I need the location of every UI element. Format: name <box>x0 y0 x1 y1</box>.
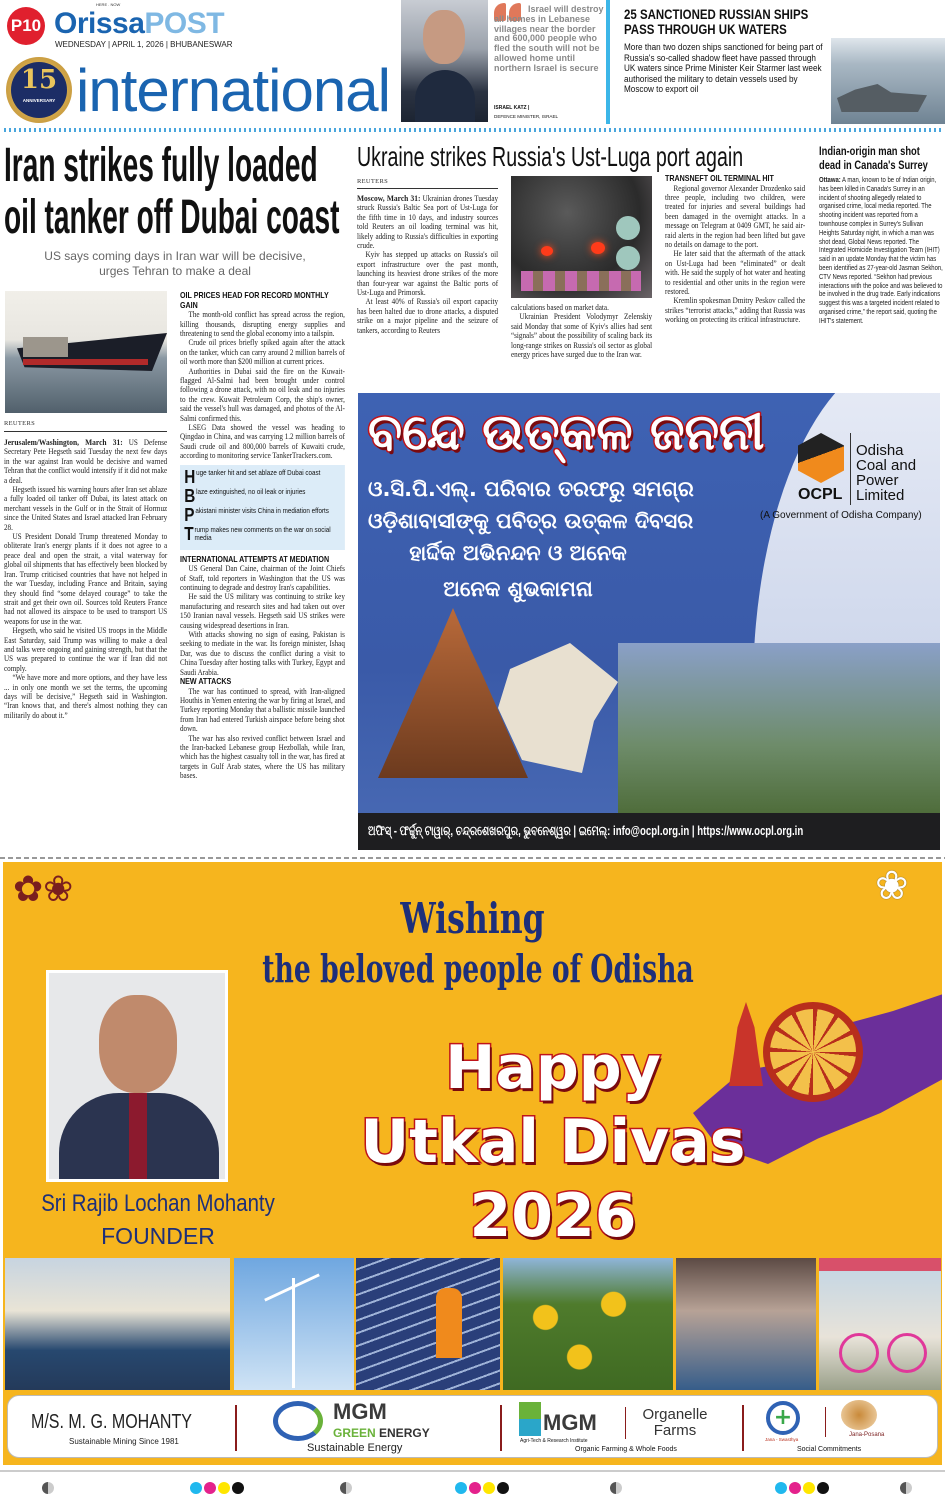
lead-headline: Iran strikes fully loaded oil tanker off Dubai coast <box>4 139 340 244</box>
beloved-text: the beloved people of Odisha <box>262 946 694 991</box>
color-mark-cyan <box>190 1482 202 1494</box>
quote-attribution-role: DEFENCE MINISTER, ISRAEL <box>494 114 559 119</box>
credit-rule <box>4 431 167 432</box>
credit-rule <box>357 188 498 189</box>
ocpl-contact: ଅଫିସ୍ - ଫର୍ଚ୍ଚୁନ୍ ଟାୱାର୍, ଚନ୍ଦ୍ରଶେଖରପୁର, ଭୁବନେଶ୍ୱର | ଇମେଲ୍: info@ocpl.org.in | https://www.ocpl.org.in <box>368 823 804 838</box>
story-paragraph: “We have more and more options, and they have less ... in only one month we set the terms, the upcoming days will be decisive,” Hegseth said in Washington. “Iran knows that, and there's almost nothing they can militarily do about it.” <box>4 673 168 720</box>
wishing-text: Wishing <box>400 894 545 943</box>
color-mark-cyan <box>455 1482 467 1494</box>
story-paragraph: Hegseth issued his warning hours after Iran set ablaze a fully loaded oil tanker off Dubai, its latest attack on merchant vessels in the Gulf or in the Strait of Hormuz since the United States and Israel attacked Iran February 28. <box>4 485 168 532</box>
brand-name-b: POST <box>144 7 225 40</box>
lead-column-1 <box>4 438 167 720</box>
utkal-divas-text: Utkal Divas <box>360 1107 746 1177</box>
story-paragraph: At least 40% of Russia's oil export capacity has been halted due to drone attacks, a disputed strike on a major pipeline and the seizure of tankers, according to Reuters <box>357 297 499 335</box>
fact-item: Huge tanker hit and set ablaze off Dubai coast <box>184 466 321 487</box>
jana-posana-logo-icon <box>841 1400 877 1430</box>
founder-photo <box>46 970 228 1182</box>
greeting-line: ଓଡ଼ିଶାବାସୀଙ୍କୁ ପବିତ୍ର ଉତ୍କଳ ଦିବସର <box>368 509 694 533</box>
organelle-farms: Organelle Farms <box>642 1406 708 1439</box>
sponsor-divider <box>742 1405 744 1451</box>
color-mark-black <box>497 1482 509 1494</box>
mining-team-photo <box>5 1258 230 1390</box>
pull-quote: Israel will destroy all homes in Lebanese villages near the border and 600,000 people who fled the south will not be allowed home until northern Israel is secure <box>494 4 604 73</box>
bicycle-distribution-photo <box>819 1258 941 1390</box>
fact-item: Pakistani minister visits China in mediation efforts <box>184 504 329 525</box>
ocpl-govt-note: (A Government of Odisha Company) <box>760 510 922 521</box>
utkal-divas-advertisement <box>3 862 942 1465</box>
story-paragraph: The war has also revived conflict between Israel and the Iran-backed Lebanese group Hezbollah, while Iran, which has the highest casualty toll in the war, has fired at targets in Gulf Arab states, where the US has military bases. <box>180 733 345 781</box>
anniversary-number: 15 <box>20 65 58 95</box>
warship-photo <box>831 38 945 124</box>
story-paragraph: Ukrainian President Volodymyr Zelenskiy said Monday that some of Kyiv's allies had sent “signals” about the possibility of scaling back its long-range strikes on Russia's oil sector as global energy prices have surged due to the Iran war. <box>511 312 653 360</box>
story-paragraph: LSEG Data showed the vessel was heading to Qingdao in China, and was carrying 1.2 million barrels of Saudi crude oil and 800,000 barrels of Kuwaiti crude, according to monitoring service TankerTrackers.com. <box>180 423 345 461</box>
issue-dateline: WEDNESDAY | APRIL 1, 2026 | BHUBANESWAR <box>55 40 233 49</box>
color-mark-cyan <box>775 1482 787 1494</box>
story-paragraph: Hegseth, who said he visited US troops in the Middle East Saturday, said Trump was willing to make a deal and talks were ongoing and gaining strength, but that the US was prepared to continue the war if Iran did not comply. <box>4 626 168 673</box>
ocpl-ad-title: ବନ୍ଦେ ଉତ୍କଳ ଜନନୀ <box>368 403 765 461</box>
story-paragraph: He said the US military was continuing to strike key manufacturing and research sites and had taken out over 150 Iranian naval vessels. Hegseth said US strikes were causing widespread desertions in Iran. <box>180 592 345 630</box>
fact-item: Blaze extinguished, no oil leak or injuries <box>184 485 306 506</box>
greeting-line: ଅନେକ ଶୁଭକାମନା <box>443 577 593 601</box>
subheading: TRANSNEFT OIL TERMINAL HIT <box>665 173 774 183</box>
story-paragraph: The war has continued to spread, with Iran-aligned Houthis in Yemen entering the war by firing at Israel, and Turkey reporting Monday that a ballistic missile launched from Iran had entered Turkish airspace before being shot down. <box>180 686 345 734</box>
ocpl-abbr: OCPL <box>798 486 843 503</box>
mgm-green-logo-icon <box>273 1401 323 1441</box>
brand-tagline: HERE . NOW <box>96 2 121 7</box>
ocpl-advertisement <box>358 393 940 850</box>
sponsor-divider <box>235 1405 237 1451</box>
anniversary-label: ANNIVERSARY <box>22 98 56 103</box>
ukraine-headline: Ukraine strikes Russia's Ust-Luga port again <box>357 141 744 172</box>
greeting-line: ଓ.ସି.ପି.ଏଲ୍. ପରିବାର ତରଫରୁ ସମଗ୍ର <box>368 477 694 501</box>
fact-box <box>180 465 345 550</box>
color-mark-yellow <box>218 1482 230 1494</box>
color-mark-black <box>817 1482 829 1494</box>
registration-mark <box>340 1482 352 1494</box>
brief-text: More than two dozen ships sanctioned for being part of Russia's so-called shadow fleet have passed through UK waters since Prime Minister Keir Starmer last week authorised the military to detain vessels used by Moscow to export oil <box>624 42 823 96</box>
page-number-badge: P10 <box>7 7 45 45</box>
ukraine-column-3 <box>665 174 805 325</box>
section-dotted-rule <box>4 128 941 132</box>
section-title: international <box>76 57 390 124</box>
brand-logo <box>54 9 224 38</box>
color-mark-magenta <box>469 1482 481 1494</box>
bottom-rule <box>0 1470 945 1472</box>
color-mark-magenta <box>789 1482 801 1494</box>
israel-katz-photo <box>401 0 488 122</box>
subheading: OIL PRICES HEAD FOR RECORD MONTHLY GAIN <box>180 290 329 310</box>
ukraine-column-2 <box>511 303 652 359</box>
organic-tagline: Organic Farming & Whole Foods <box>575 1446 677 1453</box>
ocpl-company-name: Odisha Coal and Power Limited <box>856 442 917 504</box>
story-dateline: Ottawa: <box>819 175 841 184</box>
jana-swasthya-logo-icon: + <box>766 1401 800 1435</box>
story-dateline: Moscow, March 31: <box>357 193 421 203</box>
social-tagline: Social Commitments <box>797 1446 862 1453</box>
story-paragraph: Kremlin spokesman Dmitry Peskov called the strikes “terrorist attacks,” adding that Russia was working on protecting its critical infrastructure. <box>665 296 806 325</box>
story-paragraph: He later said that the aftermath of the attack on Ust-Luga had been “eliminated” or dealt with. He said the supply of hot water and heating to residential and other units in the region were restored. <box>665 249 806 297</box>
brief-block <box>624 7 828 96</box>
story-paragraph: US Defense Secretary Pete Hegseth said Tuesday the next few days in the war against Iran would be decisive and warned Tehran that the conflict would intensify if it did not make a deal. <box>4 438 168 485</box>
story-paragraph: With attacks showing no sign of easing, Pakistan is seeking to mediate in the war. Its foreign minister, Ishaq Dar, was due to discuss the conflict during a visit to China Tuesday after hosting talks with Turkey, Egypt and Saudi Arabia. <box>180 629 345 677</box>
canada-story <box>819 176 944 326</box>
photo-credit: REUTERS <box>4 420 35 427</box>
year-text: 2026 <box>469 1181 637 1251</box>
story-paragraph: A man, known to be of Indian origin, has been killed in Canada's Surrey in an incident of shooting allegedly related to organised crime, local media reported. The shooting incident was reported from a townhouse complex in Surrey's Sullivan Heights Saturday night, in which a man was shot dead, Global News reported. The Integrated Homicide Investigation Team (IHIT) said in an update Monday that the victim has been identified as 27-year-old Jasman Sekhon, CTV News reported. “Sekhon had previous interactions with the police and was believed to be involved in the drug trade. Early indications suggest this was a targeted incident related to organised crime,” the report said, quoting the IHIT's statement. <box>819 175 943 325</box>
ukraine-column-1 <box>357 194 498 335</box>
subheading: NEW ATTACKS <box>180 675 232 686</box>
story-paragraph: Crude oil prices briefly spiked again after the attack on the tanker, which can carry around 2 million barrels of oil worth more than $200 million at current prices. <box>180 338 345 367</box>
flower-cluster-icon: ❀ <box>875 863 909 909</box>
ad-separator <box>0 857 945 859</box>
color-mark-yellow <box>803 1482 815 1494</box>
tanker-photo <box>5 291 167 413</box>
photo-credit: REUTERS <box>357 178 388 185</box>
wind-turbine-photo <box>234 1258 354 1390</box>
column-divider <box>606 0 610 124</box>
canada-block <box>819 144 944 326</box>
story-paragraph: US General Dan Caine, chairman of the Joint Chiefs of Staff, told reporters in Washington that the US was continuing to degrade and destroy Iran's capabilities. <box>180 564 345 592</box>
story-paragraph: Regional governor Alexander Drozdenko said three people, including two children, were treated for injuries and several buildings had been damaged in the overnight attacks. In a message on Telegram at 0409 GMT, he said air-raid alerts in the region had been lifted but gave no details on damage to the port. <box>665 183 806 250</box>
story-paragraph: Authorities in Dubai said the fire on the Kuwait-flagged Al-Salmi had been brought under control following a drone attack, with no oil leak and no injuries to the crew. Kuwait Petroleum Corp, the ship's owner, said the vessel's hull was damaged, and photos of the Al-Salmi confirmed this. <box>180 366 345 423</box>
sponsor-divider <box>625 1407 626 1439</box>
solar-panel-photo <box>356 1258 500 1390</box>
floral-ornament-icon: ✿❀ <box>13 869 74 910</box>
registration-mark <box>900 1482 912 1494</box>
jana-swasthya-label: Jana - Swasthya <box>765 1437 799 1442</box>
founder-title: FOUNDER <box>101 1223 215 1249</box>
color-mark-black <box>232 1482 244 1494</box>
mgm-agri-tagline: Agri-Tech & Research Institute <box>520 1438 588 1444</box>
sponsor-divider <box>500 1405 502 1451</box>
anniversary-badge <box>6 57 72 123</box>
brand-name-a: Orissa <box>54 7 145 40</box>
story-paragraph: Kyiv has stepped up attacks on Russia's oil export infrastructure over the past month, launching its heaviest drone strikes of the more than four-year war against the Baltic ports of Ust-Luga and Primorsk. <box>357 250 499 298</box>
story-paragraph: The month-old conflict has spread across the region, killing thousands, disrupting energy supplies and threatening to send the global economy into a tailspin. <box>180 310 345 338</box>
story-dateline: Jerusalem/Washington, March 31: <box>4 437 123 447</box>
canada-headline: Indian-origin man shot dead in Canada's Surrey <box>819 144 928 172</box>
mgm-green-tagline: Sustainable Energy <box>307 1442 403 1454</box>
story-paragraph: US President Donald Trump threatened Monday to obliterate Iran's energy plants if it does not agree to a peace deal and open the strait, a vital waterway for global oil shipments that has effectively been blocked by Iran. Trump criticised countries that have not helped in the war Tuesday, including France and Britain, saying they should find “some delayed courage” to take the strait and get their own oil. Sources told Reuters France had not allowed its airspace to be used to transport US weapons for use in the war. <box>4 532 168 626</box>
color-mark-yellow <box>483 1482 495 1494</box>
registration-mark <box>610 1482 622 1494</box>
port-fire-photo <box>511 176 652 298</box>
subheading: INTERNATIONAL ATTEMPTS AT MEDIATION <box>180 553 330 564</box>
lead-subhead: US says coming days in Iran war will be decisive, urges Tehran to make a deal <box>44 249 306 278</box>
community-event-photo <box>676 1258 816 1390</box>
logo-divider <box>850 433 851 505</box>
registration-mark <box>42 1482 54 1494</box>
mgm-green-energy: GREEN ENERGY <box>333 1426 430 1440</box>
brief-headline: 25 SANCTIONED RUSSIAN SHIPS PASS THROUGH UK WATERS <box>624 7 809 37</box>
mgm-agri-name: MGM <box>543 1410 597 1435</box>
story-paragraph: calculations based on market data. <box>511 303 609 312</box>
color-mark-magenta <box>204 1482 216 1494</box>
sponsor-divider <box>825 1407 826 1437</box>
agri-logo-icon <box>519 1402 541 1436</box>
sponsor-mg-mohanty-tagline: Sustainable Mining Since 1981 <box>69 1437 179 1446</box>
quote-attribution-name: ISRAEL KATZ | <box>494 105 530 111</box>
founder-name: Sri Rajib Lochan Mohanty <box>41 1190 275 1217</box>
mgm-green-name: MGM <box>333 1399 387 1424</box>
greeting-line: ହାର୍ଦ୍ଦିକ ଅଭିନନ୍ଦନ ଓ ଅନେକ <box>409 541 627 565</box>
konark-wheel-icon <box>763 1002 863 1102</box>
jana-posana-label: Jana-Posana <box>849 1432 885 1438</box>
fact-item: Trump makes new comments on the war on social media <box>184 523 331 544</box>
lead-column-2 <box>180 291 345 781</box>
sunflower-field-photo <box>503 1258 673 1390</box>
sponsor-mg-mohanty: M/S. M. G. MOHANTY <box>31 1411 192 1433</box>
happy-text: Happy <box>445 1033 661 1103</box>
story-paragraph: Ukrainian drones Tuesday struck Russia's Baltic Sea port of Ust-Luga for the fifth time in 10 days, and industry sources told Reuters an oil loading terminal was hit, likely adding to Russia's difficulties in exporting crude. <box>357 194 499 251</box>
